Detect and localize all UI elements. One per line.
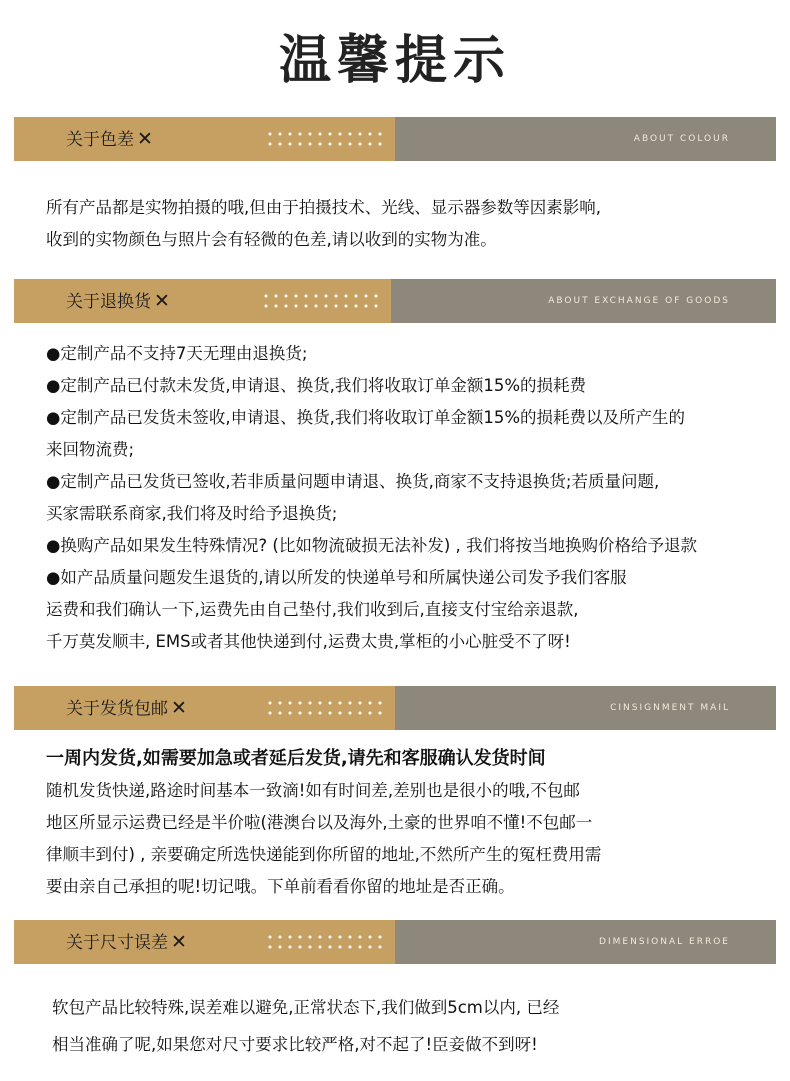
section-body-colour bbox=[46, 192, 601, 256]
text-line: ●定制产品已发货未签收,申请退、换货,我们将收取订单金额15%的损耗费以及所产生的 bbox=[46, 408, 686, 427]
close-icon: ✕ bbox=[154, 290, 170, 312]
text-line: 律顺丰到付) , 亲要确定所选快递能到你所留的地址,不然所产生的冤枉费用需 bbox=[46, 845, 602, 864]
section-english-label: DIMENSIONAL ERROE bbox=[599, 937, 730, 947]
section-label: 关于退换货 ✕ bbox=[66, 290, 170, 312]
text-line: 随机发货快递,路途时间基本一致滴!如有时间差,差别也是很小的哦,不包邮 bbox=[46, 781, 580, 800]
dots-decoration bbox=[265, 129, 387, 149]
close-icon: ✕ bbox=[137, 128, 153, 150]
close-icon: ✕ bbox=[171, 697, 187, 719]
section-header-dimensions bbox=[14, 920, 776, 964]
text-line: 收到的实物颜色与照片会有轻微的色差,请以收到的实物为准。 bbox=[46, 230, 497, 249]
text-line: ●换购产品如果发生特殊情况? (比如物流破损无法补发) , 我们将按当地换购价格给予退款 bbox=[46, 536, 698, 555]
text-line: 买家需联系商家,我们将及时给予退换货; bbox=[46, 504, 338, 523]
text-line: 来回物流费; bbox=[46, 440, 135, 459]
text-line: 地区所显示运费已经是半价啦(港澳台以及海外,土豪的世界咱不懂!不包邮一 bbox=[46, 813, 593, 832]
text-line: ●如产品质量问题发生退货的,请以所发的快递单号和所属快递公司发予我们客服 bbox=[46, 568, 627, 587]
text-line: 相当准确了呢,如果您对尺寸要求比较严格,对不起了!臣妾做不到呀! bbox=[52, 1035, 538, 1054]
text-line: 运费和我们确认一下,运费先由自己垫付,我们收到后,直接支付宝给亲退款, bbox=[46, 600, 579, 619]
section-body-dimensions bbox=[52, 989, 559, 1063]
text-line: 所有产品都是实物拍摄的哦,但由于拍摄技术、光线、显示器参数等因素影响, bbox=[46, 198, 601, 217]
text-line: ●定制产品已付款未发货,申请退、换货,我们将收取订单金额15%的损耗费 bbox=[46, 376, 587, 395]
page-title: 温馨提示 bbox=[278, 31, 511, 91]
close-icon: ✕ bbox=[171, 931, 187, 953]
text-line: 要由亲自己承担的呢!切记哦。下单前看看你留的地址是否正确。 bbox=[46, 877, 515, 896]
dots-decoration bbox=[265, 698, 387, 718]
section-english-label: ABOUT EXCHANGE OF GOODS bbox=[548, 296, 730, 306]
text-line: ●定制产品不支持7天无理由退换货; bbox=[46, 344, 308, 363]
text-line: 软包产品比较特殊,误差难以避免,正常状态下,我们做到5cm以内, 已经 bbox=[52, 998, 560, 1017]
section-label: 关于尺寸误差 ✕ bbox=[66, 931, 187, 953]
dots-decoration bbox=[261, 291, 383, 311]
section-header-exchange bbox=[14, 279, 776, 323]
section-english-label: ABOUT COLOUR bbox=[633, 134, 730, 144]
section-body-exchange bbox=[46, 338, 697, 658]
dots-decoration bbox=[265, 932, 387, 952]
section-header-shipping bbox=[14, 686, 776, 730]
section-label: 关于发货包邮 ✕ bbox=[66, 697, 187, 719]
text-line: 千万莫发顺丰, EMS或者其他快递到付,运费太贵,掌柜的小心脏受不了呀! bbox=[46, 632, 571, 651]
section-english-label: CINSIGNMENT MAIL bbox=[610, 703, 730, 713]
section-label: 关于色差 ✕ bbox=[66, 128, 153, 150]
section-headline: 一周内发货,如需要加急或者延后发货,请先和客服确认发货时间 bbox=[46, 748, 546, 769]
section-header-colour bbox=[14, 117, 776, 161]
text-line: ●定制产品已发货已签收,若非质量问题申请退、换货,商家不支持退换货;若质量问题, bbox=[46, 472, 660, 491]
section-body-shipping bbox=[46, 743, 601, 903]
